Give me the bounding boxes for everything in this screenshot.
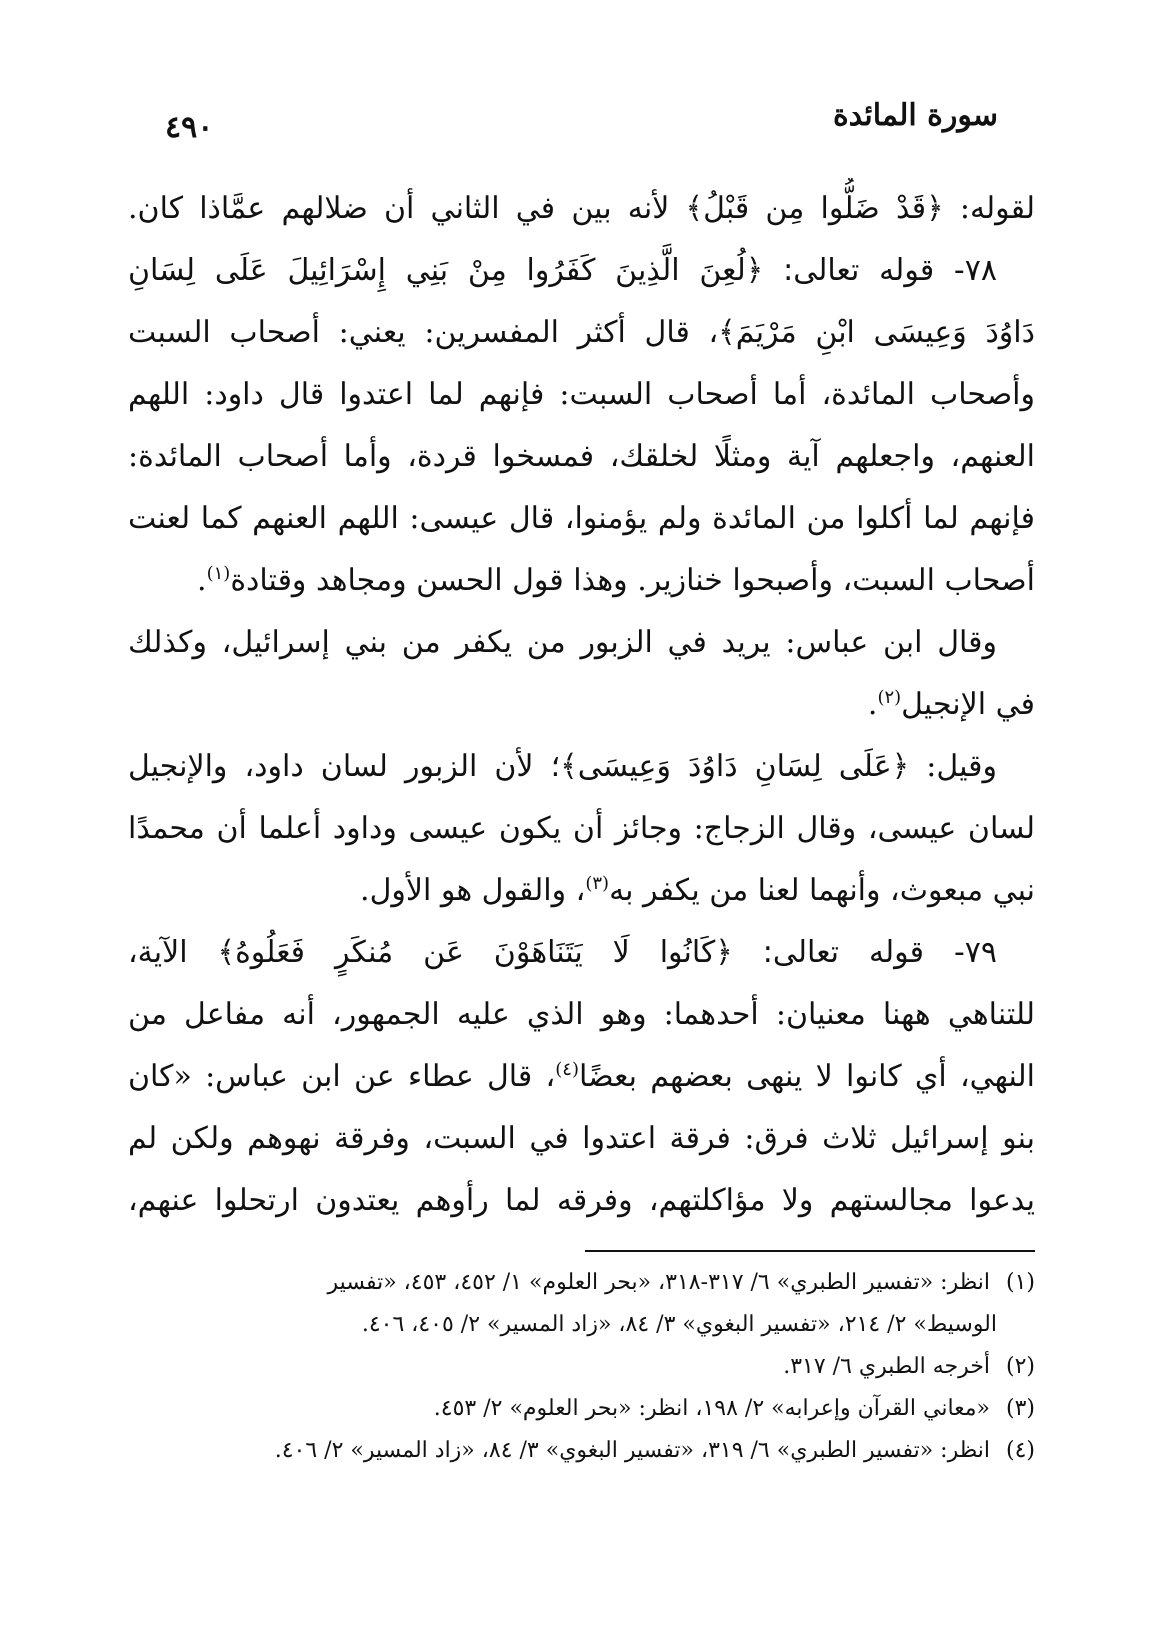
surah-title: سورة المائدة xyxy=(832,98,998,133)
text-line: بنو إسرائيل ثلاث فرق: فرقة اعتدوا في السبت، وفرقة نهوهم ولكن لم xyxy=(128,1121,1035,1156)
text-line: دَاوُدَ وَعِيسَى ابْنِ مَرْيَمَ﴾، قال أكثر المفسرين: يعني: أصحاب السبت xyxy=(128,315,1035,350)
verse-79-line: ٧٩- قوله تعالى: ﴿كَانُوا لَا يَتَنَاهَوْنَ عَن مُنكَرٍ فَعَلُوهُ﴾ الآية، xyxy=(128,935,997,970)
footnote-number: (٢) xyxy=(1005,1354,1035,1379)
text-line: لسان عيسى، وقال الزجاج: وجائز أن يكون عيسى وداود أعلما أن محمدًا xyxy=(128,811,1035,846)
footnote-number: (٤) xyxy=(1005,1438,1035,1463)
footnote-2 xyxy=(128,1346,1035,1388)
footnote-number: (٣) xyxy=(1005,1396,1035,1421)
text-line: لقوله: ﴿قَدْ ضَلُّوا مِن قَبْلُ﴾ لأنه بين في الثاني أن ضلالهم عمَّاذا كان. xyxy=(128,191,1035,226)
text-line: يدعوا مجالستهم ولا مؤاكلتهم، وفرقه لما رأوهم يعتدون ارتحلوا عنهم، xyxy=(128,1183,1035,1218)
footnote-4 xyxy=(128,1430,1035,1472)
main-text xyxy=(128,178,1035,1232)
text-line: في الإنجيل$^{(٢)}$. xyxy=(867,687,1035,722)
text-line: نبي مبعوث، وأنهما لعنا من يكفر به$^{(٣)}$، والقول هو الأول. xyxy=(360,873,1035,908)
footnote-separator xyxy=(585,1250,1035,1252)
footnote-ref-4: (٤) xyxy=(555,1059,579,1080)
footnote-text: الوسيط» ٢/ ٢١٤، «تفسير البغوي» ٣/ ٨٤، «زاد المسير» ٢/ ٤٠٥، ٤٠٦. xyxy=(361,1312,997,1337)
footnote-text: «معاني القرآن وإعرابه» ٢/ ١٩٨، انظر: «بحر العلوم» ٢/ ٤٥٣. xyxy=(433,1396,990,1421)
footnote-text: انظر: «تفسير الطبري» ٦/ ٣١٩، «تفسير البغوي» ٣/ ٨٤، «زاد المسير» ٢/ ٤٠٦. xyxy=(274,1438,990,1463)
text-line: أصحاب السبت، وأصبحوا خنازير. وهذا قول الحسن ومجاهد وقتادة$^{(١)}$. xyxy=(197,563,1035,598)
footnote-number: (١) xyxy=(1005,1270,1035,1295)
footnote-1 xyxy=(128,1262,1035,1304)
page-header xyxy=(165,98,998,148)
text-line: فإنهم لما أكلوا من المائدة ولم يؤمنوا، قال عيسى: اللهم العنهم كما لعنت xyxy=(128,501,1035,536)
footnotes xyxy=(128,1262,1035,1472)
text-line: للتناهي ههنا معنيان: أحدهما: وهو الذي عليه الجمهور، أنه مفاعل من xyxy=(128,997,1035,1032)
verse-78-line: ٧٨- قوله تعالى: ﴿لُعِنَ الَّذِينَ كَفَرُوا مِنْ بَنِي إِسْرَائِيلَ عَلَى لِسَانِ xyxy=(128,253,997,288)
footnote-ref-2: (٢) xyxy=(877,687,902,708)
footnote-3 xyxy=(128,1388,1035,1430)
text-line: وقال ابن عباس: يريد في الزبور من يكفر من بني إسرائيل، وكذلك xyxy=(128,625,997,660)
text-line: العنهم، واجعلهم آية ومثلًا لخلقك، فمسخوا قردة، وأما أصحاب المائدة: xyxy=(128,439,1035,474)
footnote-text: انظر: «تفسير الطبري» ٦/ ٣١٧-٣١٨، «بحر العلوم» ١/ ٤٥٢، ٤٥٣، «تفسير xyxy=(327,1270,990,1295)
footnote-1-continuation xyxy=(128,1304,1035,1346)
footnote-ref-1: (١) xyxy=(206,563,231,584)
text-line: النهي، أي كانوا لا ينهى بعضهم بعضًا$^{(٤)}$، قال عطاء عن ابن عباس: «كان xyxy=(128,1059,1035,1094)
footnote-text: أخرجه الطبري ٦/ ٣١٧. xyxy=(783,1354,990,1379)
footnote-ref-3: (٣) xyxy=(585,873,610,894)
page-number: ٤٩٠ xyxy=(165,110,214,145)
text-line: وقيل: ﴿عَلَى لِسَانِ دَاوُدَ وَعِيسَى﴾؛ لأن الزبور لسان داود، والإنجيل xyxy=(128,749,997,784)
text-line: وأصحاب المائدة، أما أصحاب السبت: فإنهم لما اعتدوا قال داود: اللهم xyxy=(128,377,1035,412)
